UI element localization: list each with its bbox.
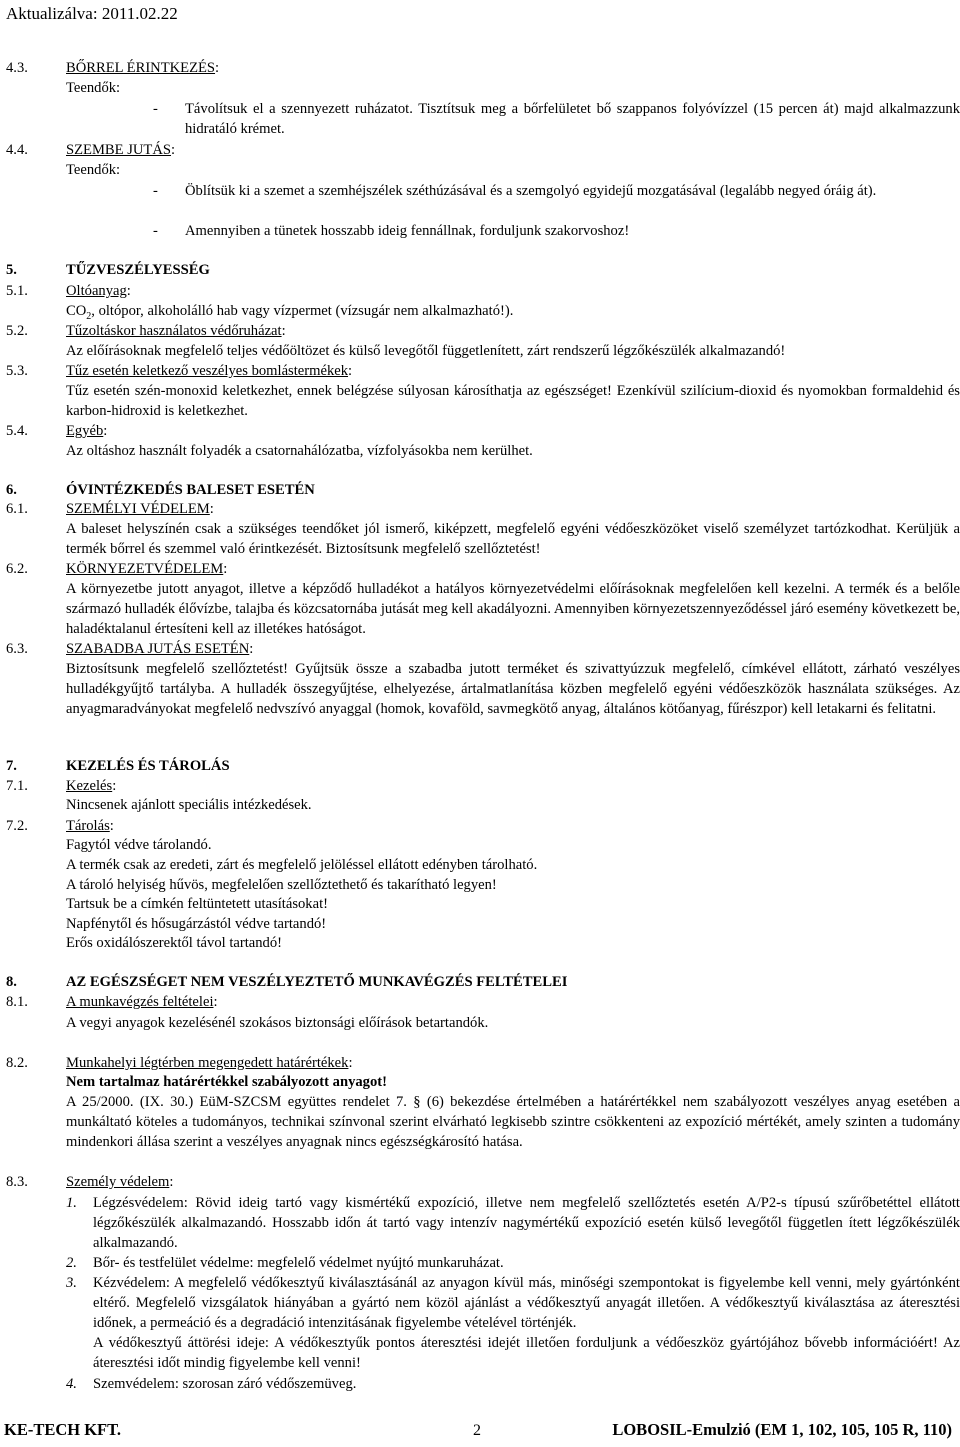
section-title: Munkahelyi légtérben megengedett határértékek: xyxy=(66,1055,353,1071)
section-title: Tárolás: xyxy=(66,818,114,834)
paragraph: Tűz esetén szén-monoxid keletkezhet, ennek belégzése súlyosan károsíthatja az egészséget! Ezenkívül szilícium-dioxid és nyomokban formaldehid és karbon-hidroxid is keletkezhet. xyxy=(66,383,960,419)
paragraph: Szemvédelem: szorosan záró védőszemüveg. xyxy=(93,1376,357,1392)
section-title: Kezelés: xyxy=(66,778,117,794)
section-number: 6.2. xyxy=(6,561,28,577)
section-title: KÖRNYEZETVÉDELEM: xyxy=(66,561,228,577)
section-title: Egyéb: xyxy=(66,423,108,439)
paragraph: Amennyiben a tünetek hosszabb ideig fennállnak, forduljunk szakorvoshoz! xyxy=(185,223,630,239)
bullet-dash: - xyxy=(153,223,158,239)
paragraph: Nincsenek ajánlott speciális intézkedések. xyxy=(66,797,312,813)
section-number: 8. xyxy=(6,974,17,990)
paragraph: Öblítsük ki a szemet a szemhéjszélek széthúzásával és a szemgolyó egyidejű mozgatásával (legalább negyed óráig át). xyxy=(185,183,877,199)
section-title: KEZELÉS ÉS TÁROLÁS xyxy=(66,758,230,774)
paragraph: Távolítsuk el a szennyezett ruházatot. Tisztítsuk meg a bőrfelületet bő szappanos folyóvízzel (15 percen át) majd alkalmazzunk hidratáló krémet. xyxy=(185,101,960,137)
company-name: KE-TECH KFT. xyxy=(4,1420,122,1439)
section-title: Oltóanyag: xyxy=(66,283,131,299)
list-number: 2. xyxy=(66,1255,77,1271)
paragraph: A vegyi anyagok kezelésénél szokásos biztonsági előírások betartandók. xyxy=(66,1015,489,1031)
page-number: 2 xyxy=(473,1422,481,1439)
paragraph: Bőr- és testfelület védelme: megfelelő védelmet nyújtó munkaruházat. xyxy=(93,1255,504,1271)
section-title: SZABADBA JUTÁS ESETÉN: xyxy=(66,641,254,657)
section-title: AZ EGÉSZSÉGET NEM VESZÉLYEZTETŐ MUNKAVÉGZÉS FELTÉTELEI xyxy=(66,974,568,990)
todo-label: Teendők: xyxy=(66,80,121,96)
list-number: 3. xyxy=(66,1275,77,1291)
bold-notice: Nem tartalmaz határértékkel szabályozott anyagot! xyxy=(66,1074,387,1090)
section-number: 8.3. xyxy=(6,1174,28,1190)
storage-line: Fagytól védve tárolandó. xyxy=(66,837,212,853)
section-title: Személy védelem: xyxy=(66,1174,174,1190)
section-number: 7. xyxy=(6,758,17,774)
section-title: ÓVINTÉZKEDÉS BALESET ESETÉN xyxy=(66,482,315,498)
paragraph: Légzésvédelem: Rövid ideig tartó vagy kismértékű expozíció, illetve nem megfelelő szellőztetés esetén A/P2-s típusú szűrőbetéttel ellátott légzőkészülék alkalmazandó. Hosszabb időn át tartó vagy intenzív nagymértékű expozíció esetén külső levegőtől független ített légzőkészülék alkalmazandó. xyxy=(93,1195,960,1251)
update-date: Aktualizálva: 2011.02.22 xyxy=(6,4,178,23)
bullet-dash: - xyxy=(153,183,158,199)
section-title: Tűzoltáskor használatos védőruházat: xyxy=(66,323,286,339)
paragraph: $CO_2$, oltópor, alkoholálló hab vagy vízpermet (vízsugár nem alkalmazható!). xyxy=(66,303,514,322)
section-number: 5.4. xyxy=(6,423,28,439)
section-number: 8.2. xyxy=(6,1055,28,1071)
section-number: 5.3. xyxy=(6,363,28,379)
storage-line: Tartsuk be a címkén feltüntetett utasításokat! xyxy=(66,896,328,912)
section-number: 8.1. xyxy=(6,994,28,1010)
paragraph: A védőkesztyű áttörési ideje: A védőkesztyűk pontos áteresztési idejét illetően forduljunk a védőeszköz gyártójához bővebb információért! Az áteresztési időt mindig figyelembe kell venni! xyxy=(93,1335,960,1371)
section-title: A munkavégzés feltételei: xyxy=(66,994,218,1010)
section-number: 6.3. xyxy=(6,641,28,657)
paragraph: A baleset helyszínén csak a szükséges teendőket jól ismerő, kiképzett, megfelelő egyéni védőeszközöket viselő személyzet tartózkodhat. Kerüljük a termék bőrrel és szemmel való érintkezését. Biztosítsunk megfelelő szellőztetést! xyxy=(66,521,960,557)
section-title: BŐRREL ÉRINTKEZÉS: xyxy=(66,60,220,76)
bullet-dash: - xyxy=(153,101,158,117)
section-title: SZEMÉLYI VÉDELEM: xyxy=(66,501,214,517)
paragraph: Az előírásoknak megfelelő teljes védőöltözet és külső levegőtől függetlenített, zárt rendszerű légzőkészülék alkalmazandó! xyxy=(66,343,786,359)
section-number: 5.1. xyxy=(6,283,28,299)
paragraph: Az oltáshoz használt folyadék a csatornahálózatba, vízfolyásokba nem kerülhet. xyxy=(66,443,533,459)
todo-label: Teendők: xyxy=(66,162,121,178)
product-name: LOBOSIL-Emulzió (EM 1, 102, 105, 105 R, 110) xyxy=(612,1420,952,1439)
list-number: 4. xyxy=(66,1376,77,1392)
section-title: Tűz esetén keletkező veszélyes bomlástermékek: xyxy=(66,363,353,379)
storage-line: A termék csak az eredeti, zárt és megfelelő jelöléssel ellátott edényben tárolható. xyxy=(66,857,538,873)
section-number: 5. xyxy=(6,262,17,278)
list-number: 1. xyxy=(66,1195,77,1211)
storage-line: Erős oxidálószerektől távol tartandó! xyxy=(66,935,282,951)
section-number: 5.2. xyxy=(6,323,28,339)
section-number: 7.2. xyxy=(6,818,28,834)
section-number: 4.3. xyxy=(6,60,28,76)
paragraph: Kézvédelem: A megfelelő védőkesztyű kiválasztásánál az anyagon kívül más, minőségi szempontokat is figyelembe kell venni, mely gyártónként eltérő. Megfelelő vizsgálatok hiányában a gyártó nem közöl ajánlást a védőkesztyű anyagát illetően. A védőkesztyű kiválasztása az áteresztési időnek, a permeáció és a degradáció intenzitásának figyelembe vételével történjék. xyxy=(93,1275,960,1331)
paragraph: Biztosítsunk megfelelő szellőztetést! Gyűjtsük össze a szabadba jutott terméket és szivattyúzzuk megfelelő, címkével ellátott, zárható veszélyes hulladékgyűjtő tartályba. A hulladék összegyűjtése, elhelyezése, ártalmatlanítása közben megfelelő egyéni védőeszközök használata szükséges. Az anyagmaradványokat megfelelő nedvszívó anyaggal (homok, kovaföld, savmegkötő anyag, általános kötőanyag, fűrészpor) kell letakarni és felitatni. xyxy=(66,661,960,717)
section-title: SZEMBE JUTÁS: xyxy=(66,142,176,158)
section-number: 6. xyxy=(6,482,17,498)
section-number: 4.4. xyxy=(6,142,28,158)
section-title: TŰZVESZÉLYESSÉG xyxy=(66,262,210,278)
section-number: 6.1. xyxy=(6,501,28,517)
storage-line: Napfénytől és hősugárzástól védve tartandó! xyxy=(66,916,327,932)
storage-line: A tároló helyiség hűvös, megfelelően szellőztethető és takarítható legyen! xyxy=(66,877,497,893)
paragraph: A környezetbe jutott anyagot, illetve a képződő hulladékot a hatályos környezetvédelmi előírásoknak megfelelően kell kezelni. A termék és a belőle származó hulladék élővízbe, talajba és közcsatornába jutását meg kell akadályozni. Amennyiben környezetszennyeződéssel járó esemény következett be, haladéktalanul értesíteni kell az illetékes hatóságot. xyxy=(66,581,960,637)
section-number: 7.1. xyxy=(6,778,28,794)
paragraph: A 25/2000. (IX. 30.) EüM-SZCSM együttes rendelet 7. § (6) bekezdése értelmében a határértékkel nem szabályozott veszélyes anyag esetében a munkáltató köteles a tudományos, technikai színvonal szerint elvárható legkisebb szintre csökkenteni az expozíció mértékét, amely szinten a tudomány mindenkori állása szerint a veszélyes anyagnak nincs egészségkárosító hatása. xyxy=(66,1094,960,1150)
